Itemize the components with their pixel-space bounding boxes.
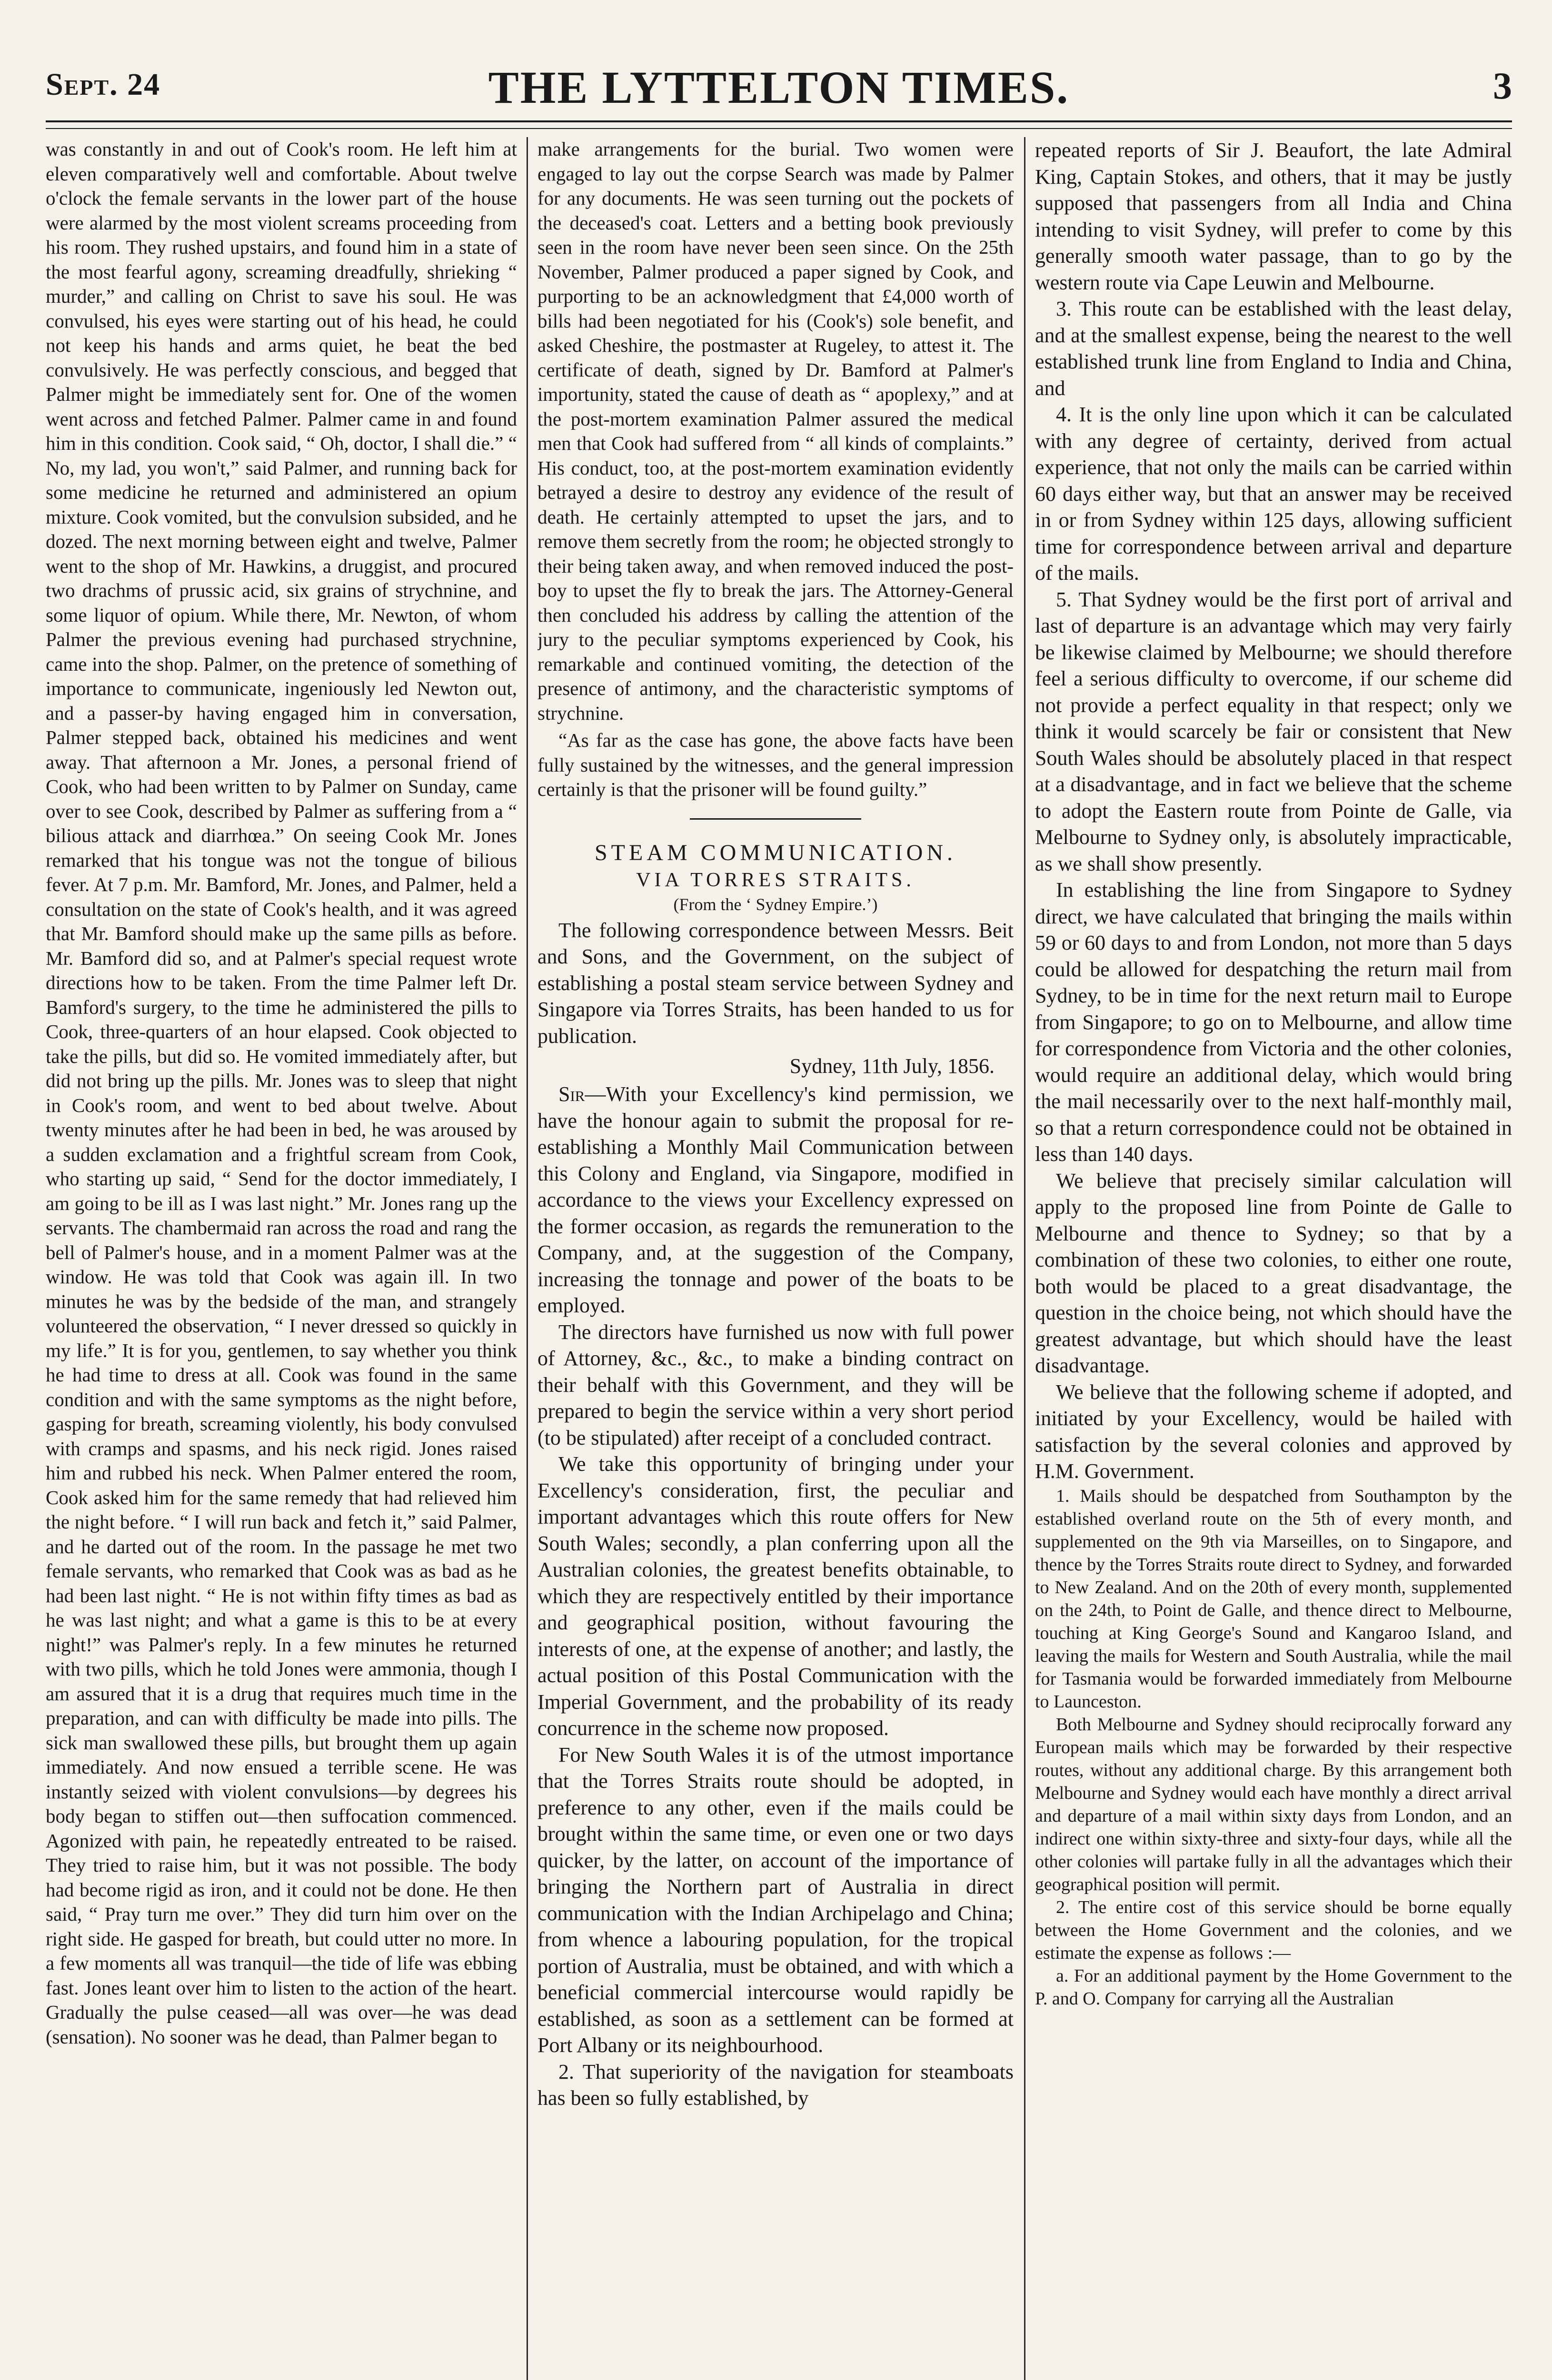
letter-opening: —With your Excellency's kind permission, we have the honour again to submit the proposal for re-establishing a Monthly Mail Communication between this Colony and England, via Singapore, modified in accordance to the views your Excellency expressed on the former occasion, as regards the remuneration to the Company, and, at the suggestion of the Company, increasing the tonnage and power of the boats to be employed.: [537, 1082, 1014, 1317]
masthead-rule: [46, 120, 1512, 129]
letter-paragraph: [537, 1081, 1014, 1319]
column-2: [537, 137, 1014, 2380]
letter-paragraph: 2. That superiority of the navigation for steamboats has been so fully established, by: [537, 2060, 1014, 2110]
article-columns: [46, 137, 1512, 2380]
section-rule: [690, 818, 861, 820]
scheme-paragraph: 1. Mails should be despatched from Southampton by the established overland route on the 5th of every month, and supplemented on the 9th via Marseilles, on to Singapore, and thence by the Torres Straits route direct to Sydney, and forwarded to New Zealand. And on the 20th of every month, supplemented on the 24th, to Point de Galle, and thence direct to Melbourne, touching at King George's Sound and Kangaroo Island, and leaving the mails for Western and South Australia, while the mail for Tasmania would be forwarded immediately from Melbourne to Launceston.: [1035, 1486, 1512, 1712]
scheme-paragraph: 2. The entire cost of this service should be borne equally between the Home Government and the colonies, and we estimate the expense as follows :—: [1035, 1897, 1512, 1963]
page-number: 3: [1493, 65, 1512, 107]
letter-paragraph: For New South Wales it is of the utmost importance that the Torres Straits route should be adopted, in preference to any other, even if the mails could be brought within the same time, or even one or two days quicker, by the latter, on account of the importance of bringing the Northern part of Australia in direct communication with the Indian Archipelago and China; from whence a labouring population, for the tropical portion of Australia, must be obtained, and with which a beneficial commercial intercourse would rapidly be established, as soon as a settlement can be formed at Port Albany or its neighbourhood.: [537, 1743, 1014, 2057]
article-heading: STEAM COMMUNICATION.: [594, 840, 957, 865]
scheme-paragraph: a. For an additional payment by the Home Government to the P. and O. Company for carrying all the Australian: [1035, 1965, 1512, 2009]
column-divider: [1024, 137, 1025, 2380]
column-divider: [527, 137, 528, 2380]
scheme-details: [1035, 1485, 1512, 2010]
letter-paragraph: We take this opportunity of bringing under your Excellency's consideration, first, the peculiar and important advantages which this route offers for New South Wales; secondly, a plan conferring upon all the Australian colonies, the greatest benefits obtainable, to which they are respectively entitled by their importance and geographical position, without favouring the interests of one, at the expense of another; and lastly, the actual position of this Postal Communication with the Imperial Government, and the probability of its ready concurrence in the scheme now proposed.: [537, 1452, 1014, 1740]
column-3: [1035, 137, 1512, 2380]
scheme-paragraph: Both Melbourne and Sydney should reciprocally forward any European mails which may be forwarded by their respective routes, without any additional charge. By this arrangement both Melbourne and Sydney would each have monthly a direct arrival and departure of a mail within sixty days from London, and an indirect one within sixty-three and sixty-four days, while all the other colonies will partake fully in all the advantages which their geographical position will permit.: [1035, 1714, 1512, 1894]
letter-paragraph: 5. That Sydney would be the first port of arrival and last of departure is an advantage which may very fairly be likewise claimed by Melbourne; we should therefore feel a serious difficulty to overcome, if our scheme did not provide a perfect equality in that respect; only we think it would scarcely be fair or consistent that New South Wales should be absolutely placed in that respect at a disadvantage, and in fact we believe that the scheme to adopt the Eastern route from Pointe de Galle, via Melbourne to Sydney only, is absolutely impracticable, as we shall show presently.: [1035, 587, 1512, 875]
trial-narrative-paragraph: was constantly in and out of Cook's room. He left him at eleven comparatively well and comfortable. About twelve o'clock the female servants in the lower part of the house were alarmed by the most violent screams proceeding from his room. They rushed upstairs, and found him in a state of the most fearful agony, screaming dreadfully, shrieking “ murder,” and calling on Christ to save his soul. He was convulsed, his eyes were starting out of his head, he could not keep his hands and arms quiet, he beat the bed convulsively. He was perfectly conscious, and begged that Palmer might be immediately sent for. One of the women went across and fetched Palmer. Palmer came in and found him in this condition. Cook said, “ Oh, doctor, I shall die.” “ No, my lad, you won't,” said Palmer, and running back for some medicine he returned and administered an opium mixture. Cook vomited, but the convulsion subsided, and he dozed. The next morning between eight and twelve, Palmer went to the shop of Mr. Hawkins, a druggist, and procured two drachms of prussic acid, six grains of strychnine, and some liquor of opium. While there, Mr. Newton, of whom Palmer the previous evening had purchased strychnine, came into the shop. Palmer, on the pretence of something of importance to communicate, ingeniously led Newton out, and a passer-by having engaged him in conversation, Palmer stepped back, obtained his medicines and went away. That afternoon a Mr. Jones, a personal friend of Cook, who had been written to by Palmer on Sunday, came over to see Cook, described by Palmer as suffering from a “ bilious attack and diarrhœa.” On seeing Cook Mr. Jones remarked that his tongue was not the tongue of bilious fever. At 7 p.m. Mr. Bamford, Mr. Jones, and Palmer, held a consultation on the state of Cook's health, and it was agreed that Mr. Bamford should make up the same pills as before. Mr. Bamford did so, and at Palmer's special request wrote directions how to be taken. From the time Palmer left Dr. Bamford's surgery, to the time he administered the pills to Cook, three-quarters of an hour elapsed. Cook objected to take the pills, but did so. He vomited immediately after, but did not bring up the pills. Mr. Jones was to sleep that night in Cook's room, and went to bed about twelve. About twenty minutes after he had been in bed, he was aroused by a sudden exclamation and a frightful scream from Cook, who starting up said, “ Send for the doctor immediately, I am going to be ill as I was last night.” Mr. Jones rang up the servants. The chambermaid ran across the road and rang the bell of Palmer's house, and in a moment Palmer was at the window. He was told that Cook was again ill. In two minutes he was by the bedside of the man, and strangely volunteered the observation, “ I never dressed so quickly in my life.” It is for you, gentlemen, to say whether you think he had time to dress at all. Cook was found in the same condition and with the same symptoms as the night before, gasping for breath, screaming violently, his body convulsed with cramps and spasms, and his neck rigid. Jones raised him and rubbed his neck. When Palmer entered the room, Cook asked him for the same remedy that had relieved him the night before. “ I will run back and fetch it,” said Palmer, and he darted out of the room. In the passage he met two female servants, who remarked that Cook was as bad as he had been last night. “ He is not within fifty times as bad as he was last night; and what a game is this to be at every night!” was Palmer's reply. In a few minutes he returned with two pills, which he told Jones were ammonia, though I am assured that it is a drug that requires much time in the preparation, and can with difficulty be made into pills. The sick man swallowed these pills, but brought them up again immediately. And now ensued a terrible scene. He was instantly seized with violent convulsions—by degrees his body began to stiffen out—then suffocation commenced. Agonized with pain, he repeatedly entreated to be raised. They tried to raise him, but it was not possible. The body had become rigid as iron, and it could not be done. He then said, “ Pray turn me over.” They did turn him over on the right side. He gasped for breath, but could utter no more. In a few moments all was tranquil—the tide of life was ebbing fast. Jones leant over him to listen to the action of the heart. Gradually the pulse ceased—all was over—he was dead (sensation). No sooner was he dead, than Palmer began to: [46, 138, 517, 2048]
issue-date: Sept. 24: [46, 67, 161, 102]
article-intro-paragraph: The following correspondence between Messrs. Beit and Sons, and the Government, on the subject of establishing a postal steam service between Sydney and Singapore via Torres Straits, has been handed to us for publication.: [537, 918, 1014, 1048]
letter-paragraph: We believe that the following scheme if adopted, and initiated by your Excellency, would be hailed with satisfaction by the several colonies and approved by H.M. Government.: [1035, 1380, 1512, 1483]
article-subheading: VIA TORRES STRAITS.: [636, 869, 915, 891]
newspaper-page: [46, 56, 1512, 2380]
letter-paragraph: In establishing the line from Singapore to Sydney direct, we have calculated that bringing the mails within 59 or 60 days to and from London, not more than 5 days could be allowed for despatching the return mail from Sydney, to be in time for the next return mail to Europe from Singapore; to go on to Melbourne, and allow time for correspondence from Victoria and the other colonies, would require an additional delay, which would bring the mail necessarily over to the next half-monthly mail, so that a return correspondence could not be obtained in less than 140 days.: [1035, 878, 1512, 1166]
newspaper-title: THE LYTTELTON TIMES.: [488, 62, 1070, 113]
trial-quote-paragraph: “As far as the case has gone, the above facts have been fully sustained by the witnesses, and the general impression certainly is that the prisoner will be found guilty.”: [537, 729, 1014, 800]
letter-paragraph: repeated reports of Sir J. Beaufort, the late Admiral King, Captain Stokes, and others, that it may be justly supposed that passengers from all India and China intending to visit Sydney, will prefer to come by this generally smooth water passage, than to go by the western route via Cape Leuwin and Melbourne.: [1035, 139, 1512, 294]
article-source: (From the ‘ Sydney Empire.’): [673, 894, 878, 914]
letter-dateline: Sydney, 11th July, 1856.: [789, 1054, 995, 1078]
letter-paragraph: 3. This route can be established with the least delay, and at the smallest expense, being the nearest to the well established trunk line from England to India and China, and: [1035, 297, 1512, 400]
letter-paragraph: 4. It is the only line upon which it can be calculated with any degree of certainty, derived from actual experience, that not only the mails can be carried within 60 days either way, but that an answer may be received in or from Sydney within 125 days, allowing sufficient time for correspondence between arrival and departure of the mails.: [1035, 403, 1512, 585]
column-1: [46, 137, 517, 2380]
masthead: [46, 56, 1512, 128]
letter-salutation: Sir: [558, 1082, 585, 1106]
letter-paragraph: The directors have furnished us now with full power of Attorney, &c., &c., to make a binding contract on their behalf with this Government, and they will be prepared to begin the service within a very short period (to be stipulated) after receipt of a concluded contract.: [537, 1320, 1014, 1449]
letter-paragraph: We believe that precisely similar calculation will apply to the proposed line from Pointe de Galle to Melbourne and thence to Sydney; so that by a combination of these two colonies, to either one route, both would be placed to a great disadvantage, the question in the choice being, not which should have the greatest advantage, but which should have the least disadvantage.: [1035, 1169, 1512, 1377]
trial-conclusion-paragraph: make arrangements for the burial. Two women were engaged to lay out the corpse Search was made by Palmer for any documents. He was seen turning out the pockets of the deceased's coat. Letters and a betting book previously seen in the room have never been seen since. On the 25th November, Palmer produced a paper signed by Cook, and purporting to be an acknowledgment that £4,000 worth of bills had been negotiated for his (Cook's) sole benefit, and asked Cheshire, the postmaster at Rugeley, to attest it. The certificate of death, signed by Dr. Bamford at Palmer's importunity, stated the cause of death as “ apoplexy,” and at the post-mortem examination Palmer assured the medical men that Cook had suffered from “ all kinds of complaints.” His conduct, too, at the post-mortem examination evidently betrayed a desire to destroy any evidence of the result of death. He certainly attempted to upset the jars, and to remove them secretly from the room; he objected strongly to their being taken away, and when removed induced the post-boy to upset the fly to break the jars. The Attorney-General then concluded his address by calling the attention of the jury to the peculiar symptoms experienced by Cook, his remarkable and continued vomiting, the detection of the presence of antimony, and the characteristic symptoms of strychnine.: [537, 138, 1014, 724]
